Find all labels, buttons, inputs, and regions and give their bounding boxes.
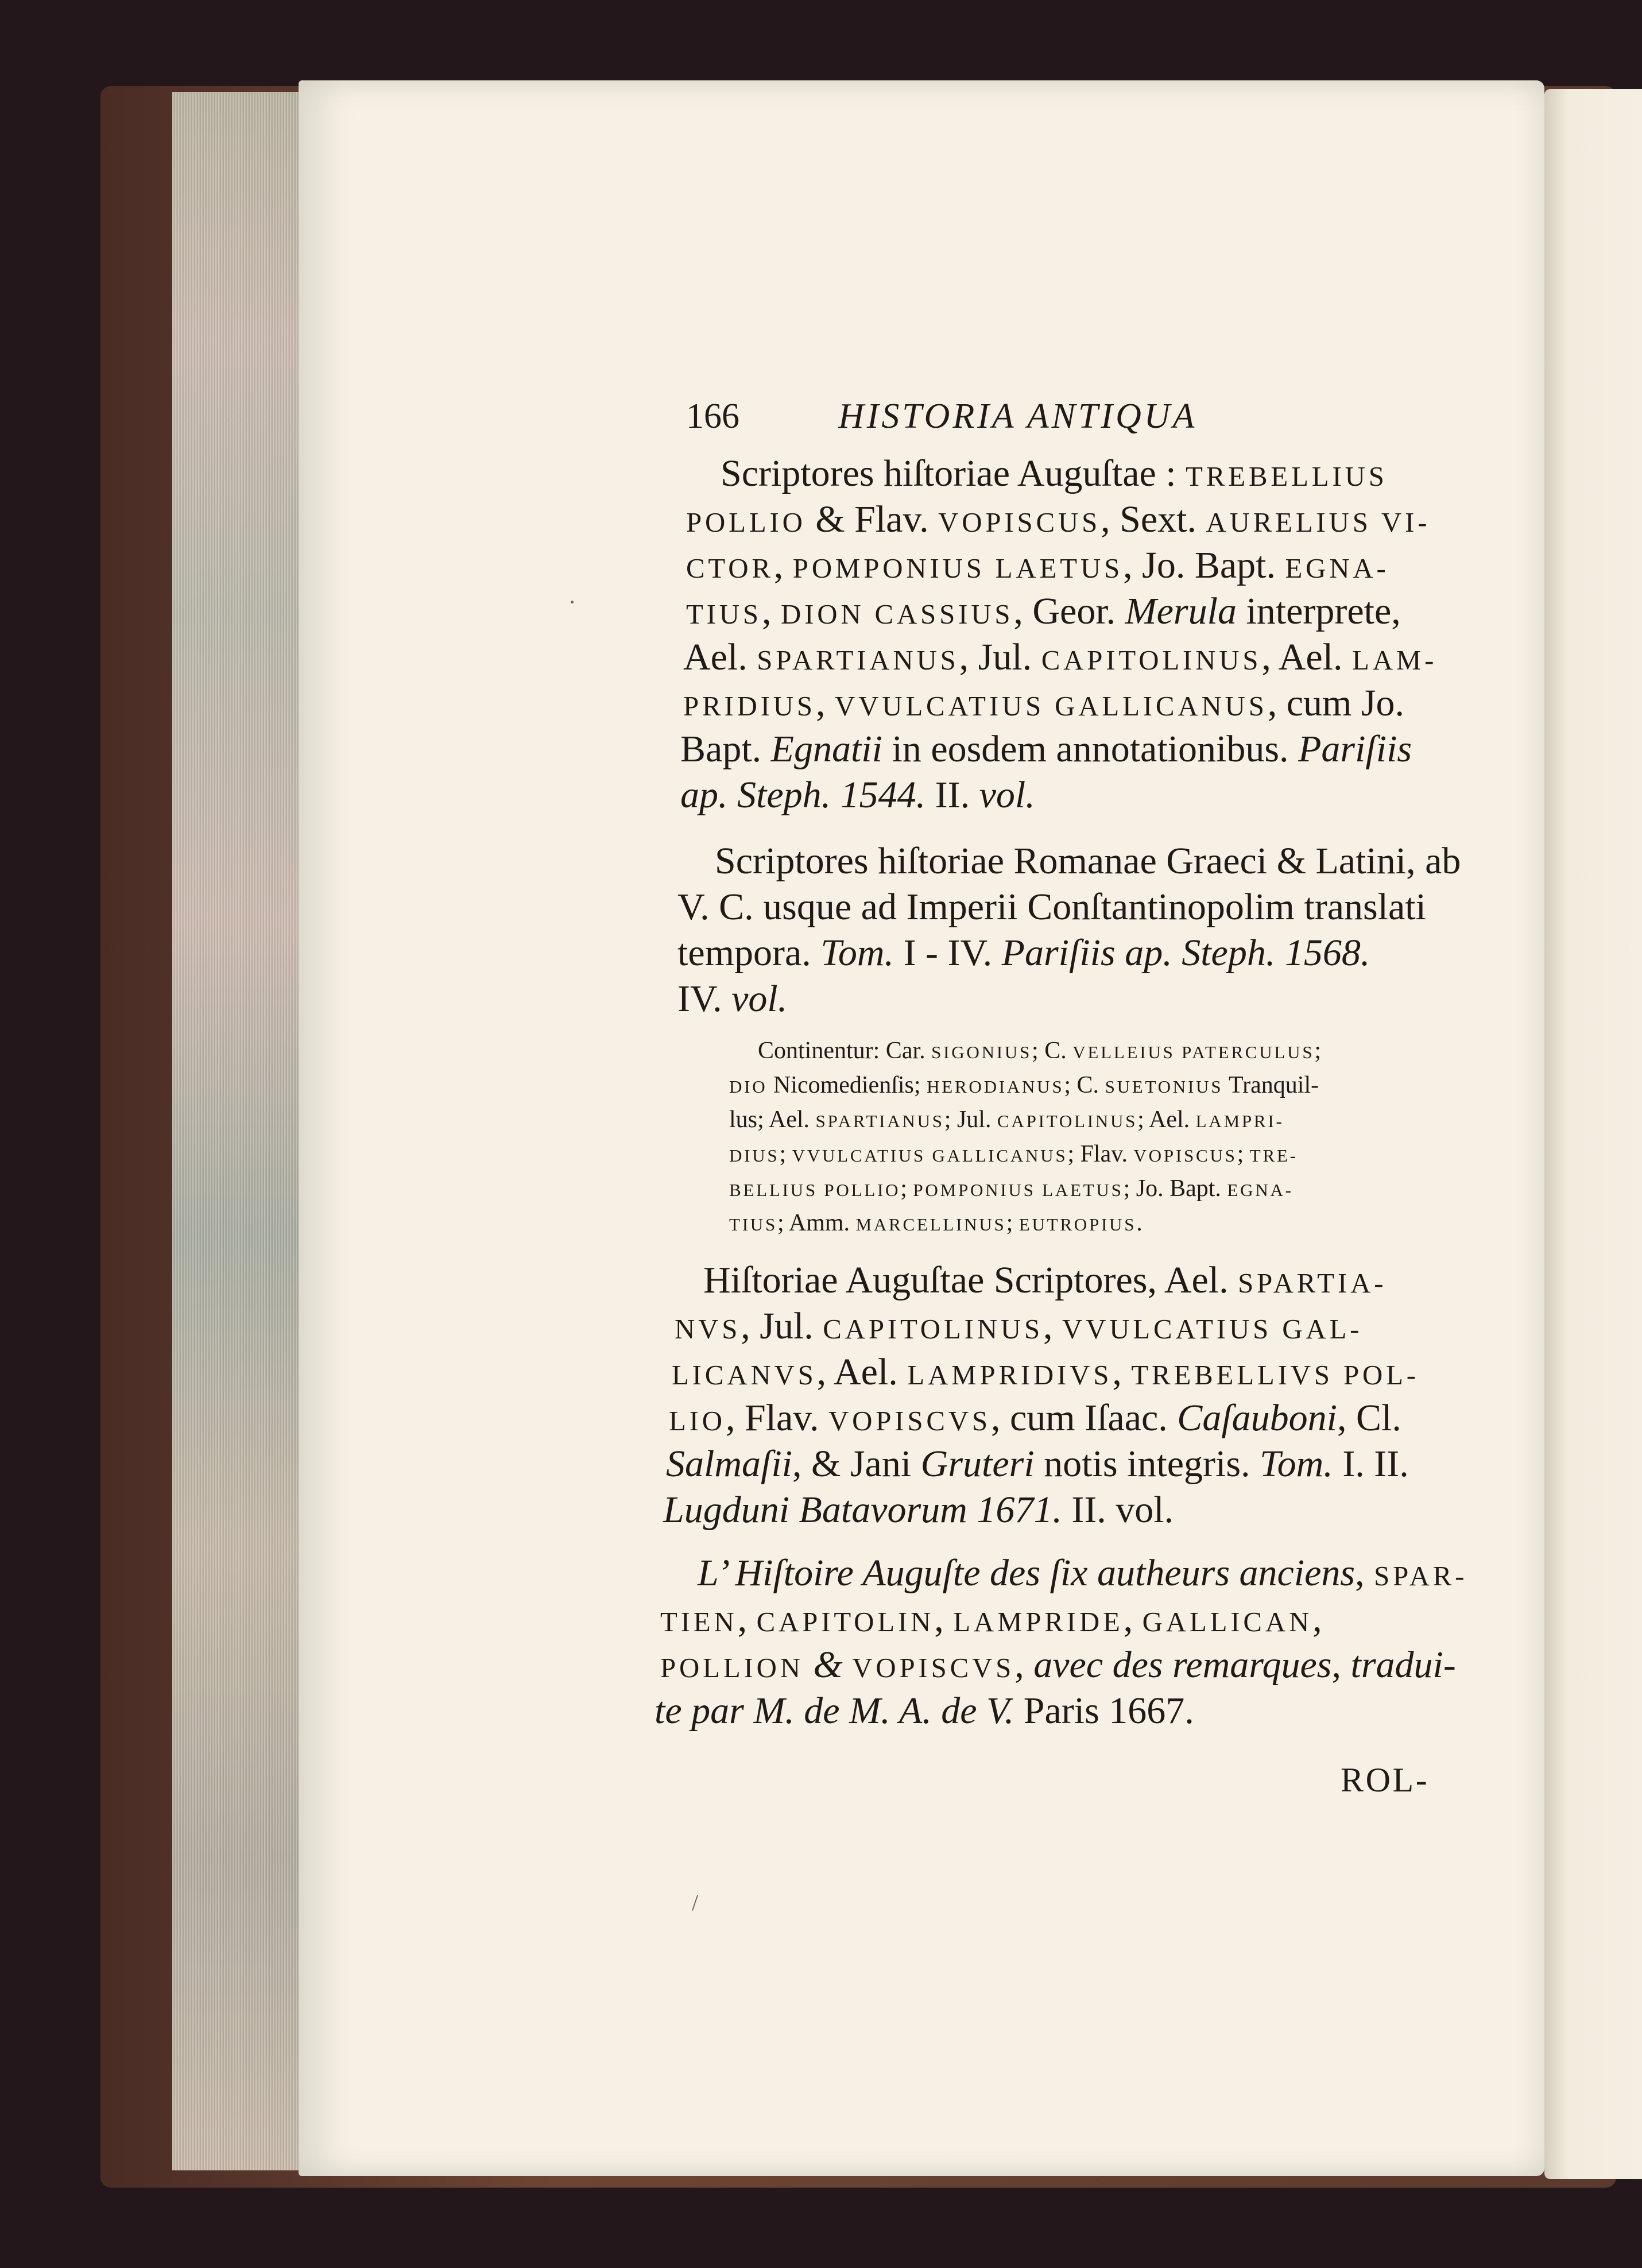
text-line [660,1596,1322,1645]
small-caps-text: POLLIO [686,506,806,538]
text-line [677,976,787,1022]
text-line [683,634,1437,683]
text-run: , [1355,1552,1374,1594]
small-caps-text: LIO [669,1405,726,1437]
text-run: , Jo. Bapt. [1123,544,1285,586]
text-run: II. [925,774,979,816]
text-line [675,1303,1362,1352]
text-run: Hiſtoriae Auguſtae Scriptores, Ael. [703,1259,1238,1301]
text-run: I - IV. [894,932,1002,974]
italic-text: Gruteri [920,1443,1035,1485]
small-caps-text: LAMPRI- [1195,1111,1284,1131]
page-number: 166 [686,397,739,436]
text-run: tempora. [677,932,821,974]
text-run: , Geor. [1013,590,1125,632]
text-line [729,1171,1294,1207]
page-edges [172,92,312,2170]
small-caps-text: GALLICAN [1142,1606,1313,1638]
italic-text: te par M. de M. A. de V. [655,1690,1014,1732]
text-run: in eosdem annotationibus. [882,728,1299,770]
small-caps-text: LAMPRIDIVS [907,1359,1113,1391]
text-run: , [1123,1598,1143,1640]
text-line [729,1068,1319,1104]
text-run: ; Jul. [944,1106,997,1133]
text-run: Bapt. [680,728,771,770]
italic-text: vol. [979,774,1035,816]
italic-text: Egnatii [770,728,882,770]
text-line [703,1257,1387,1306]
text-line [655,1688,1194,1734]
small-caps-text: SIGONIUS [931,1042,1032,1062]
small-caps-text: POMPONIUS LAETUS [913,1180,1124,1200]
small-caps-text: DIO [729,1077,768,1097]
text-run: , [1312,1598,1322,1640]
text-line [677,930,1370,976]
small-caps-text: CAPITOLIN [756,1606,935,1638]
text-line [729,1137,1298,1173]
text-run: , Ael. [1261,636,1353,678]
text-run: Scriptores hiſtoriae Romanae Graeci & Latini, ab [715,840,1461,882]
text-run: , [934,1598,954,1640]
text-run: interprete, [1236,590,1401,632]
text-run: , Ael. [816,1351,908,1393]
small-caps-text: DIUS [729,1145,780,1166]
text-run: , Sext. [1101,498,1206,540]
small-caps-text: TIUS [686,598,762,630]
small-caps-text: NVS [675,1313,741,1345]
small-caps-text: BELLIUS POLLIO [729,1180,901,1200]
small-caps-text: TREBELLIVS POL- [1131,1359,1419,1391]
italic-text: avec des remarques [1033,1644,1332,1686]
text-run: ; Amm. [777,1210,856,1236]
text-line [672,1349,1419,1398]
text-line [715,838,1461,884]
running-head: HISTORIA ANTIQUA [838,397,1198,436]
small-caps-text: AURELIUS VI- [1206,506,1431,538]
small-caps-text: TIEN [660,1606,738,1638]
italic-text: Salmaſii [666,1443,793,1485]
text-line [683,680,1404,729]
small-caps-text: VELLEIUS PATERCULUS [1072,1042,1315,1062]
text-line [663,1487,1174,1533]
text-run: ; [1237,1141,1250,1167]
small-caps-text: CAPITOLINUS [823,1313,1043,1345]
text-run: ; [1006,1210,1019,1236]
text-line [666,1441,1409,1487]
small-caps-text: POLLION [660,1652,804,1683]
small-caps-text: LAMPRIDE [953,1606,1124,1638]
text-line [669,1395,1401,1444]
text-run: , Jul. [741,1305,823,1347]
text-run: , [761,590,781,632]
small-caps-text: VOPISCUS [1133,1145,1237,1166]
text-line [677,884,1426,930]
text-run: ; C. [1064,1072,1105,1098]
text-run: ; Flav. [1067,1141,1134,1167]
italic-text: vol. [731,978,788,1020]
italic-text: Tom. [1260,1443,1333,1485]
text-run: ; [900,1175,913,1202]
small-caps-text: LICANVS [672,1359,817,1391]
text-run: & Flav. [805,498,939,540]
text-run: ; Ael. [1137,1106,1196,1133]
italic-text: Pariſiis [1298,728,1412,770]
text-run: Scriptores hiſtoriae Auguſtae : [721,452,1186,494]
italic-text: Merula [1125,590,1237,632]
text-run: . [1136,1210,1143,1236]
text-run: , Cl. [1337,1397,1401,1439]
small-caps-text: SPAR- [1374,1560,1468,1592]
small-caps-text: VOPISCUS [938,506,1101,538]
text-line [758,1034,1321,1070]
small-caps-text: TREBELLIUS [1186,460,1388,492]
text-run: Nicomedienſis; [767,1072,927,1098]
small-caps-text: VOPISCVS [852,1652,1015,1683]
text-run: Ael. [683,636,757,678]
small-caps-text: POMPONIUS LAETUS [792,552,1124,584]
small-caps-text: DION CASSIUS [780,598,1014,630]
small-caps-text: HERODIANUS [927,1077,1064,1097]
small-caps-text: VVULCATIUS GAL- [1062,1313,1363,1345]
text-line [680,772,1035,818]
text-run: , [1112,1351,1132,1393]
text-line [686,543,1389,591]
text-run: V. C. usque ad Imperii Conſtantinopolim translati [677,886,1426,928]
italic-text: tradui- [1350,1644,1456,1686]
text-run: , Jul. [959,636,1041,678]
small-caps-text: LAM- [1352,644,1438,676]
italic-text: ap. Steph. 1544. [680,774,926,816]
text-line [686,497,1430,545]
small-caps-text: CAPITOLINUS [1041,644,1262,676]
small-caps-text: VVULCATIUS GALLICANUS [834,690,1268,722]
small-caps-text: EUTROPIUS [1018,1214,1137,1234]
text-line [680,726,1412,772]
small-caps-text: SPARTIANUS [757,644,959,676]
italic-text: Tom. [820,932,894,974]
small-caps-text: SPARTIANUS [815,1111,944,1131]
small-caps-text: TRE- [1249,1145,1298,1166]
text-line [729,1102,1284,1139]
italic-text: L’ Hiſtoire Auguſte des ſix autheurs anciens [698,1552,1356,1594]
small-caps-text: VOPISCVS [828,1405,991,1437]
text-run: Paris 1667. [1014,1690,1194,1732]
small-caps-text: EGNA- [1227,1180,1294,1200]
small-caps-text: CTOR [686,552,774,584]
text-run: , [1014,1644,1034,1686]
text-run: , cum Iſaac. [990,1397,1178,1439]
facing-page-edge [1544,89,1642,2179]
text-run: I. II. [1333,1443,1409,1485]
italic-text: Lugduni Batavorum 1671. [663,1489,1062,1531]
text-line [686,589,1401,637]
text-run: , [815,682,835,724]
ink-fleck: / [692,1890,699,1915]
text-run: , [1331,1644,1351,1686]
small-caps-text: PRIDIUS [683,690,816,722]
text-run: notis integris. [1034,1443,1260,1485]
small-caps-text: EGNA- [1285,552,1389,584]
text-run: ; Jo. Bapt. [1123,1175,1227,1202]
small-caps-text: SPARTIA- [1238,1267,1387,1299]
small-caps-text: SUETONIUS [1105,1077,1223,1097]
text-run: , cum Jo. [1267,682,1405,724]
text-run: , & Jani [792,1443,921,1485]
italic-text: Caſauboni [1177,1397,1337,1439]
italic-text: Pariſiis ap. Steph. 1568. [1001,932,1370,974]
text-line [721,451,1388,500]
text-run: ; C. [1032,1038,1073,1064]
text-run: ; [779,1141,792,1167]
text-run: lus; Ael. [729,1106,816,1133]
text-run: , Flav. [725,1397,828,1439]
small-caps-text: VVULCATIUS GALLICANUS [792,1145,1068,1166]
text-run: , [1043,1305,1062,1347]
small-caps-text: CAPITOLINUS [997,1111,1138,1131]
catchword: ROL- [1341,1761,1430,1799]
text-line [698,1550,1467,1599]
text-run: IV. [677,978,732,1020]
text-run: ; [1314,1038,1322,1064]
italic-text: & [803,1644,853,1686]
text-run: , [737,1598,757,1640]
small-caps-text: TIUS [729,1214,777,1234]
ink-fleck: · [568,589,576,615]
text-run: , [773,544,793,586]
text-run: II. vol. [1062,1489,1174,1531]
text-line [660,1642,1456,1691]
text-line [729,1206,1143,1242]
text-run: Continentur: Car. [758,1038,932,1064]
text-run: Tranquil- [1223,1072,1319,1098]
small-caps-text: MARCELLINUS [855,1214,1006,1234]
